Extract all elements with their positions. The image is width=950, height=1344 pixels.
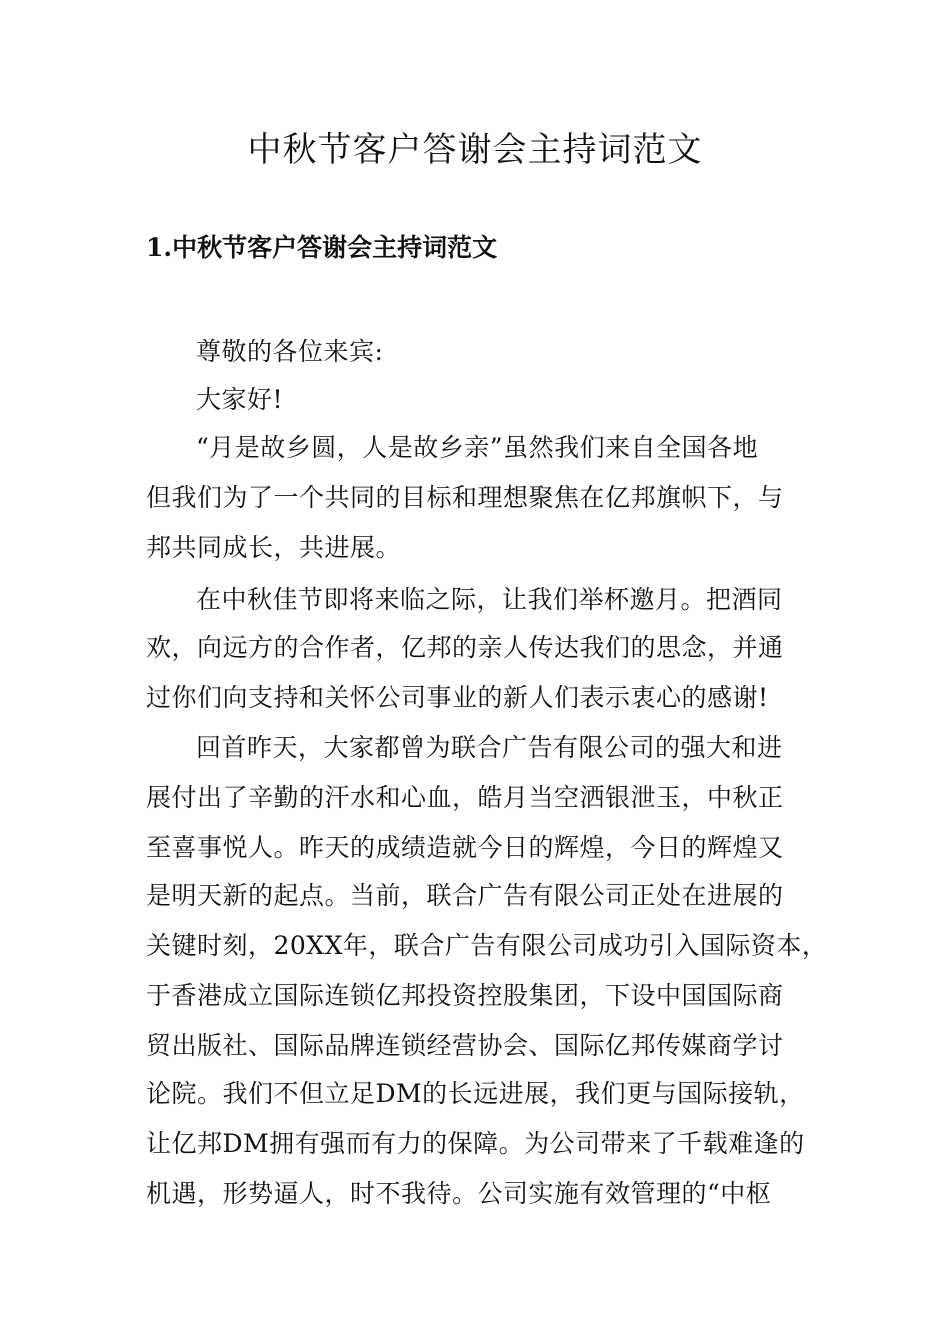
text-line: 贸出版社、国际品牌连锁经营协会、国际亿邦传媒商学讨: [146, 1031, 784, 1060]
text-line: 过你们向支持和关怀公司事业的新人们表示衷心的感谢!: [146, 683, 769, 712]
text-line: 尊敬的各位来宾:: [196, 337, 384, 366]
text-line: 于香港成立国际连锁亿邦投资控股集团，下设中国国际商: [146, 981, 784, 1010]
text-line: “月是故乡圆，人是故乡亲”虽然我们来自全国各地: [196, 433, 759, 462]
text-line: 欢，向远方的合作者，亿邦的亲人传达我们的思念，并通: [146, 633, 784, 662]
text-line: 在中秋佳节即将来临之际，让我们举杯邀月。把酒同: [196, 585, 783, 614]
text-line: 邦共同成长，共进展。: [146, 533, 402, 562]
document-title: 中秋节客户答谢会主持词范文: [247, 130, 703, 170]
text-line: 机遇，形势逼人，时不我待。公司实施有效管理的“中枢: [146, 1179, 772, 1208]
text-line: 关键时刻，20XX年，联合广告有限公司成功引入国际资本，: [146, 931, 828, 960]
text-line: 大家好!: [196, 385, 284, 414]
text-line: 至喜事悦人。昨天的成绩造就今日的辉煌，今日的辉煌又: [146, 833, 784, 862]
text-line: 但我们为了一个共同的目标和理想聚焦在亿邦旗帜下，与: [146, 483, 784, 512]
section-heading: 1.中秋节客户答谢会主持词范文: [146, 233, 498, 262]
text-line: 展付出了辛勤的汗水和心血，皓月当空洒银泄玉，中秋正: [146, 783, 784, 812]
text-line: 回首昨天，大家都曾为联合广告有限公司的强大和进: [196, 733, 783, 762]
text-line: 让亿邦DM拥有强而有力的保障。为公司带来了千载难逢的: [146, 1129, 805, 1158]
text-line: 是明天新的起点。当前，联合广告有限公司正处在进展的: [146, 881, 784, 910]
text-line: 论院。我们不但立足DM的长远进展，我们更与国际接轨，: [146, 1079, 805, 1108]
